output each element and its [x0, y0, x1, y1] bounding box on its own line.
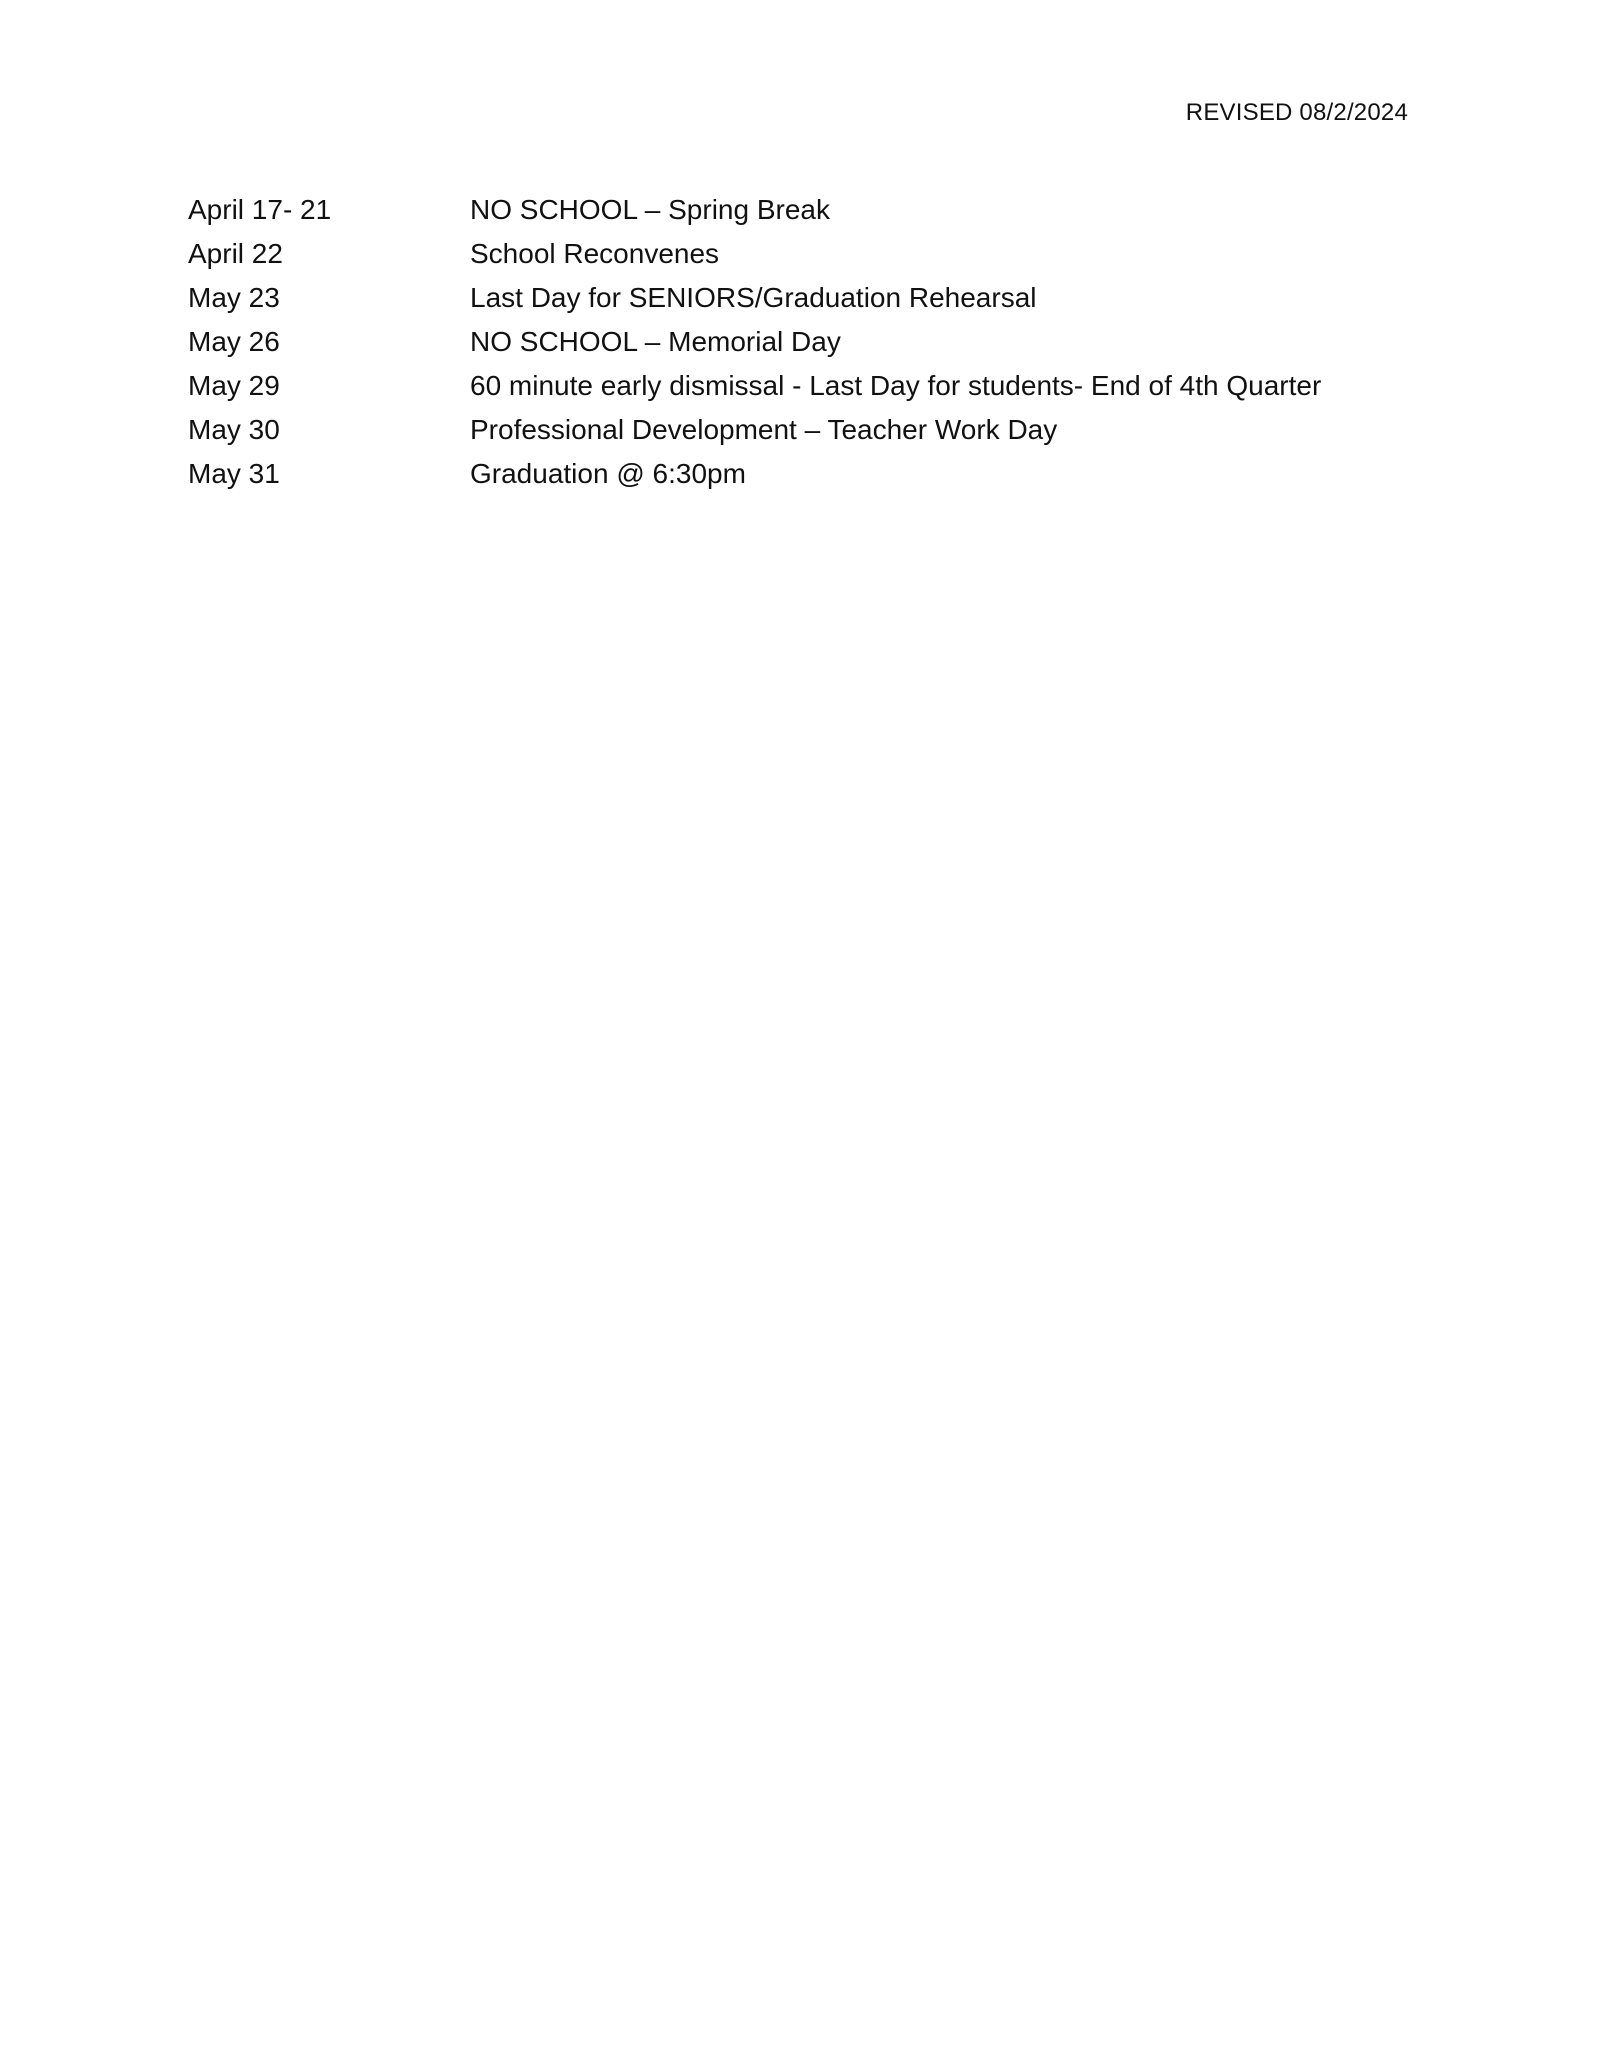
- schedule-date: May 31: [188, 458, 280, 489]
- schedule-date: April 22: [188, 238, 283, 269]
- schedule-event: NO SCHOOL – Spring Break: [470, 194, 830, 225]
- schedule-event: Professional Development – Teacher Work Day: [470, 414, 1058, 445]
- schedule-row: [188, 408, 1428, 452]
- schedule-row: [188, 320, 1428, 364]
- schedule-row: [188, 452, 1428, 496]
- schedule-event: 60 minute early dismissal - Last Day for students- End of 4th Quarter: [470, 370, 1322, 401]
- schedule-date: May 23: [188, 282, 280, 313]
- schedule-row: [188, 364, 1428, 408]
- schedule-event: NO SCHOOL – Memorial Day: [470, 326, 841, 357]
- schedule-row: [188, 232, 1428, 276]
- schedule-row: [188, 188, 1428, 232]
- schedule-event: Last Day for SENIORS/Graduation Rehearsal: [470, 282, 1037, 313]
- schedule-list: [188, 188, 1428, 496]
- schedule-date: May 26: [188, 326, 280, 357]
- schedule-event: Graduation @ 6:30pm: [470, 458, 746, 489]
- revised-date: REVISED 08/2/2024: [1185, 99, 1408, 126]
- schedule-date: May 29: [188, 370, 280, 401]
- schedule-date: April 17- 21: [188, 194, 332, 225]
- schedule-date: May 30: [188, 414, 280, 445]
- schedule-row: [188, 276, 1428, 320]
- schedule-event: School Reconvenes: [470, 238, 720, 269]
